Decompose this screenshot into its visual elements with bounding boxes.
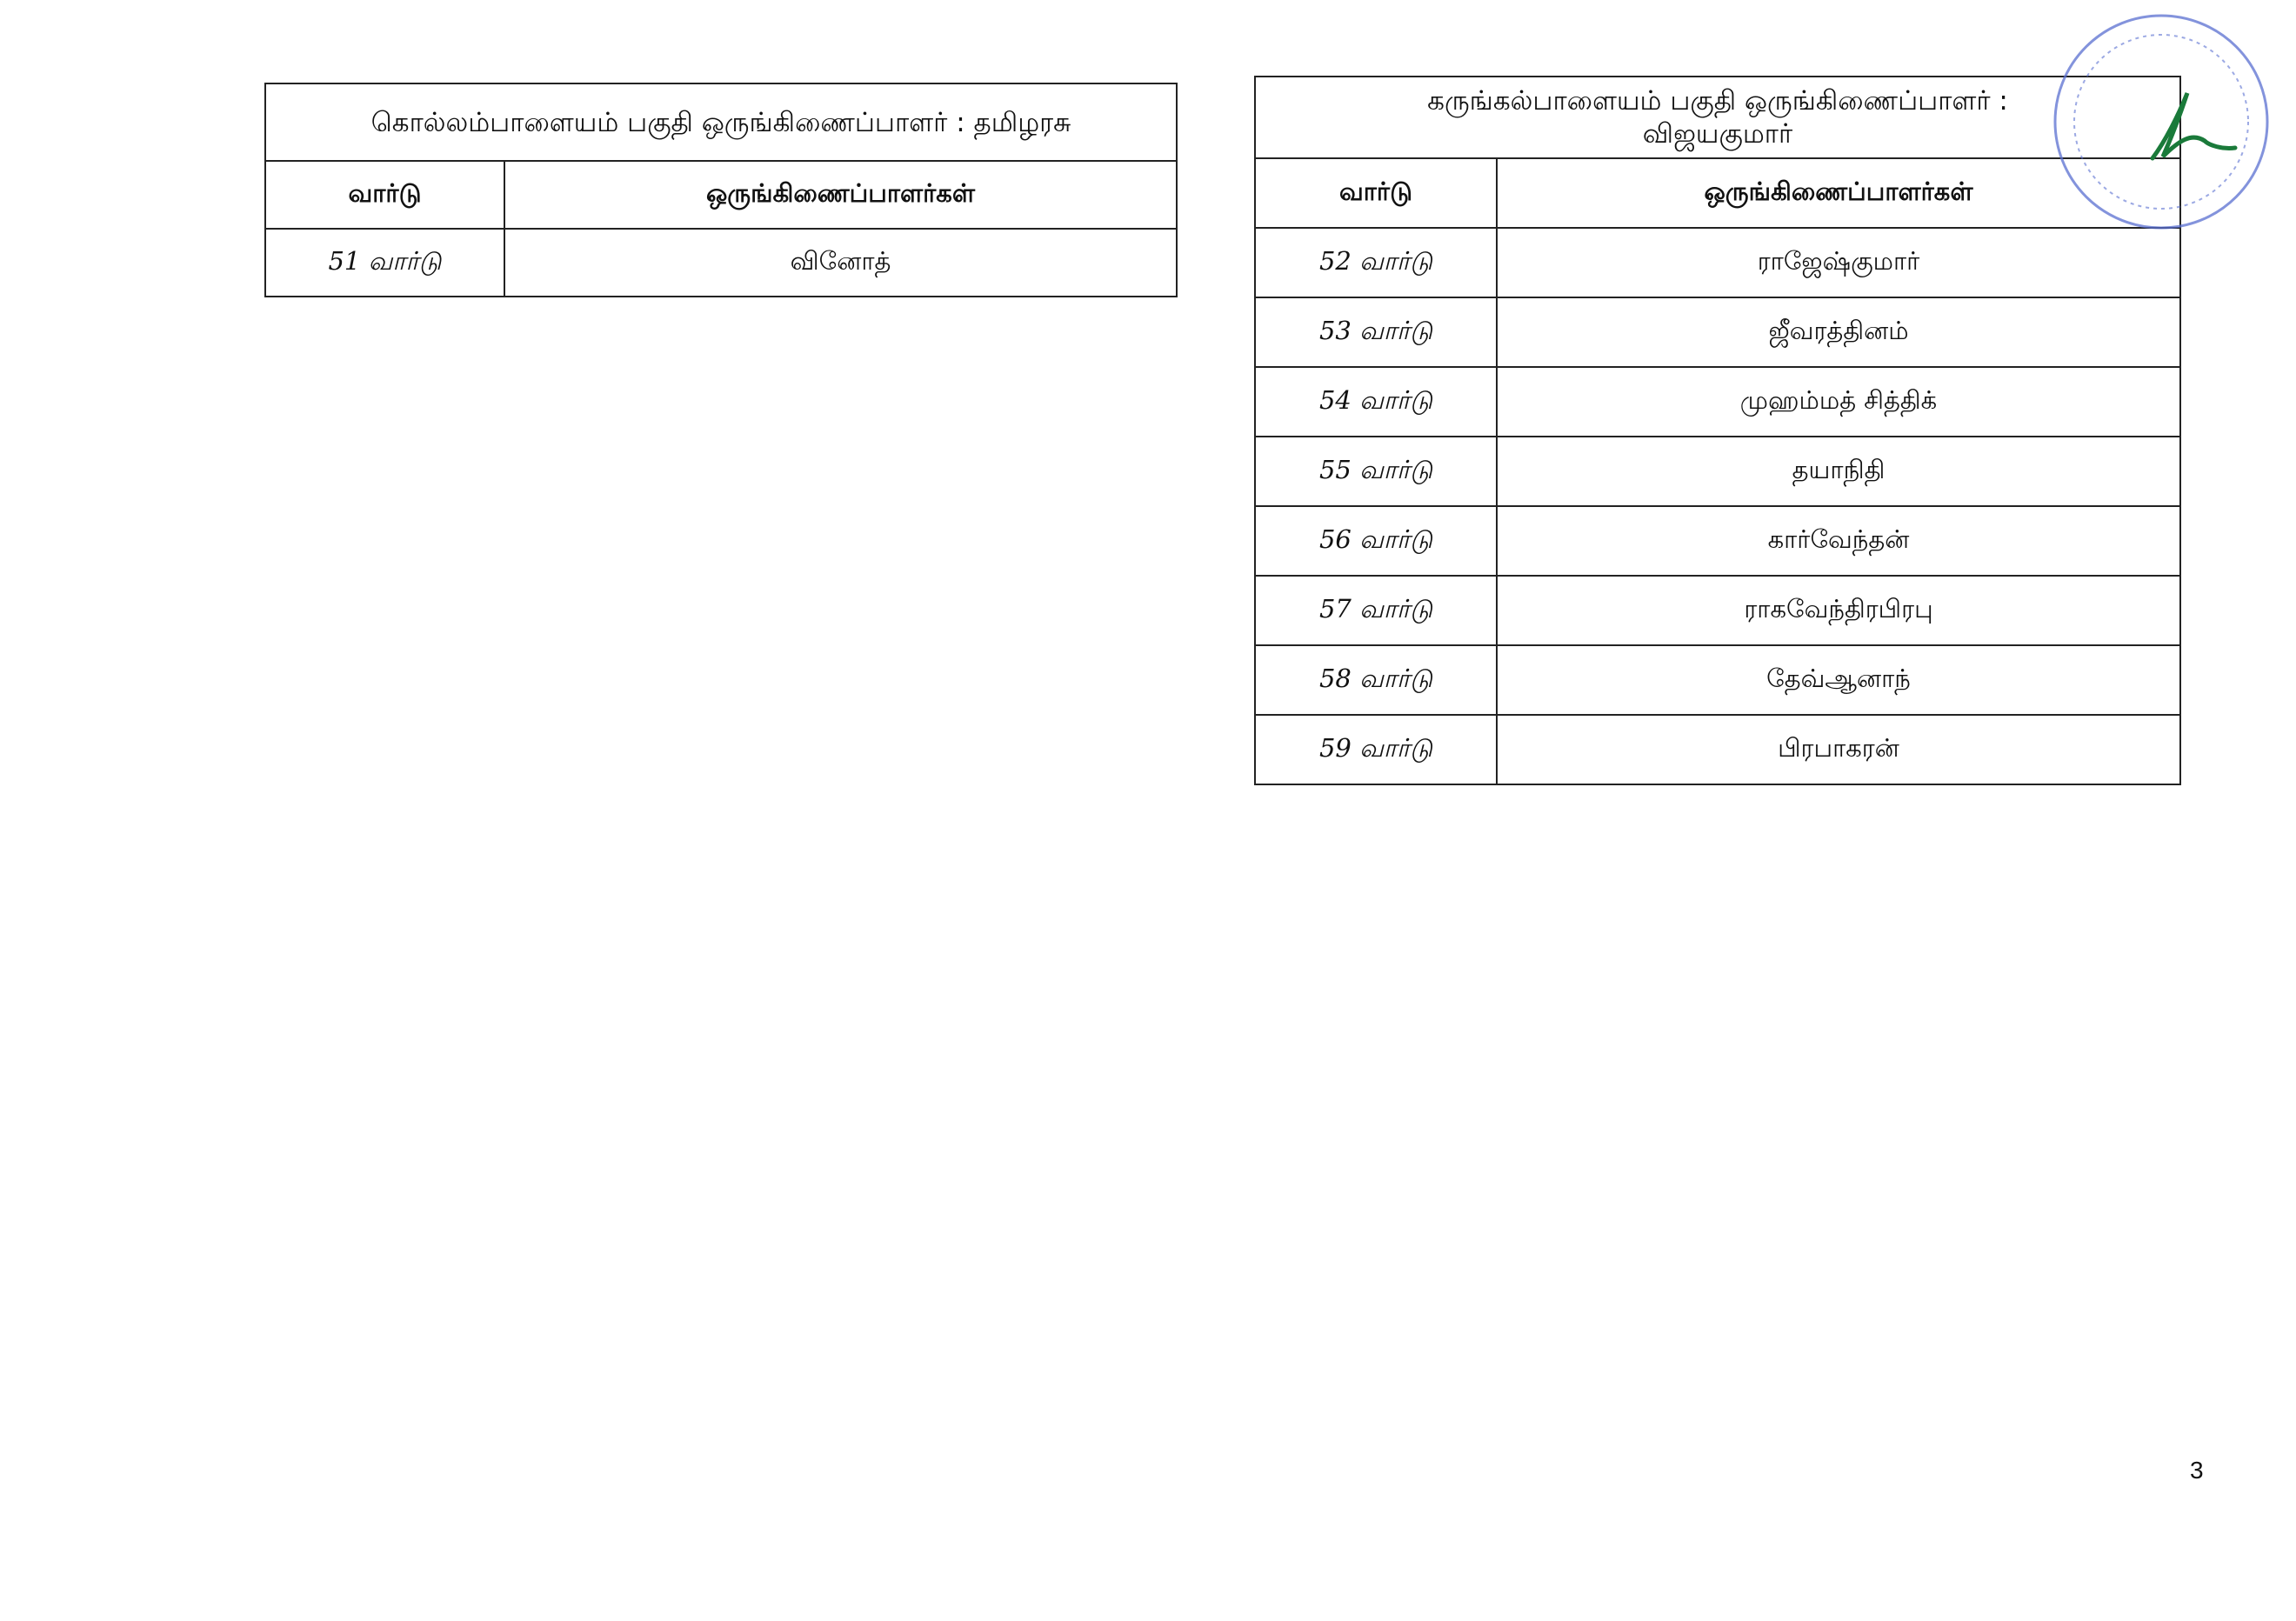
table-row xyxy=(1255,228,2180,297)
right-title-line-1: கருங்கல்பாளையம் பகுதி ஒருங்கிணைப்பாளர் : xyxy=(1427,85,2008,117)
ward-cell: 58 வார்டு xyxy=(1255,645,1497,715)
ward-cell: 56 வார்டு xyxy=(1255,506,1497,576)
right-header-ward: வார்டு xyxy=(1255,158,1497,228)
right-header-coordinators: ஒருங்கிணைப்பாளர்கள் xyxy=(1497,158,2180,228)
table-row xyxy=(1255,367,2180,437)
coordinator-name: கார்வேந்தன் xyxy=(1497,506,2180,576)
coordinator-name: பிரபாகரன் xyxy=(1497,715,2180,784)
right-title-line-2: விஜயகுமார் xyxy=(1642,118,1793,150)
table-row xyxy=(1255,437,2180,506)
signature-mark xyxy=(2152,93,2235,158)
left-header-ward: வார்டு xyxy=(265,161,504,229)
ward-cell: 57 வார்டு xyxy=(1255,576,1497,645)
table-row xyxy=(1255,297,2180,367)
table-row xyxy=(1255,645,2180,715)
stamp-outer-ring xyxy=(2055,16,2267,228)
coordinator-name: ஜீவரத்தினம் xyxy=(1497,297,2180,367)
karungalpalayam-coordinators-table xyxy=(1254,76,2181,785)
ward-cell: 53 வார்டு xyxy=(1255,297,1497,367)
coordinator-name: ராகவேந்திரபிரபு xyxy=(1497,576,2180,645)
coordinator-name: முஹம்மத் சித்திக் xyxy=(1497,367,2180,437)
page-number: 3 xyxy=(2190,1457,2204,1484)
ward-cell: 54 வார்டு xyxy=(1255,367,1497,437)
ward-cell: 59 வார்டு xyxy=(1255,715,1497,784)
table-row xyxy=(1255,506,2180,576)
right-table-title xyxy=(1255,77,2180,158)
ward-cell: 55 வார்டு xyxy=(1255,437,1497,506)
official-seal-stamp xyxy=(2048,10,2274,237)
table-row xyxy=(1255,715,2180,784)
coordinator-name: தேவ்ஆனாந் xyxy=(1497,645,2180,715)
table-row xyxy=(1255,576,2180,645)
left-header-coordinators: ஒருங்கிணைப்பாளர்கள் xyxy=(504,161,1177,229)
stamp-inner-ring xyxy=(2074,35,2248,209)
left-table-title: கொல்லம்பாளையம் பகுதி ஒருங்கிணைப்பாளர் : தமிழரசு xyxy=(265,83,1177,161)
coordinator-name: தயாநிதி xyxy=(1497,437,2180,506)
coordinator-name: வினோத் xyxy=(504,229,1177,297)
ward-cell: 51 வார்டு xyxy=(265,229,504,297)
coordinator-name: ராஜேஷ்குமார் xyxy=(1497,228,2180,297)
ward-cell: 52 வார்டு xyxy=(1255,228,1497,297)
table-row xyxy=(265,229,1177,297)
kollampalayam-coordinators-table xyxy=(264,83,1178,297)
